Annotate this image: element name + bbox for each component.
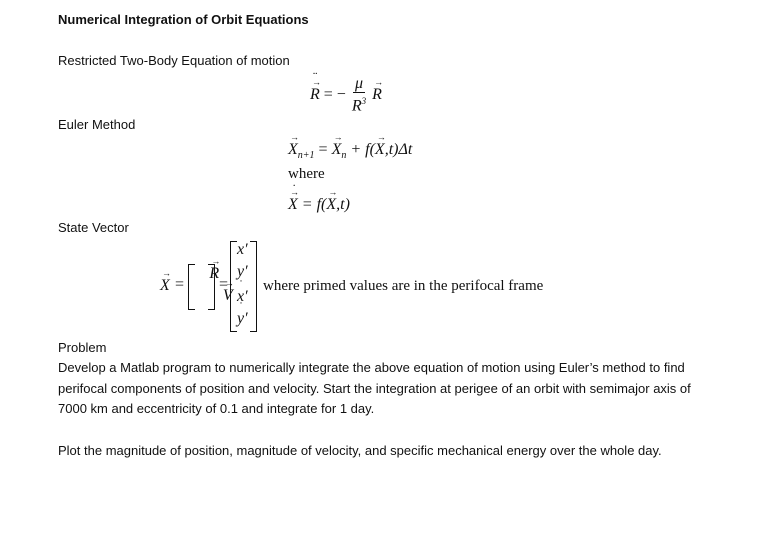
bracket-left (188, 264, 195, 310)
x-dot: → X ˙ (288, 196, 298, 214)
plot-instructions: Plot the magnitude of position, magnitude of velocity, and specific mechanical energy over the whole day. (58, 443, 662, 458)
heading-problem: Problem (58, 340, 107, 355)
r: R (351, 97, 362, 115)
y-prime: y′ (237, 263, 248, 280)
x-vector: → X (288, 141, 298, 159)
fraction (352, 76, 366, 114)
r-ddot: → R ¨ (310, 86, 320, 104)
eq-sign: = (175, 276, 185, 293)
f-close: ,t)Δt (384, 141, 413, 158)
denominator (352, 93, 366, 114)
x-vector: → X (326, 196, 336, 214)
heading-two-body: Restricted Two-Body Equation of motion (58, 53, 290, 68)
equation-derivative (288, 196, 350, 214)
x-dot-prime: x′ ˙ (237, 288, 248, 306)
heading-state: State Vector (58, 220, 129, 235)
v-vector: → V (223, 287, 233, 305)
where-label: where (288, 166, 325, 182)
x-vector: → X (375, 141, 385, 159)
r-vector: → R (372, 86, 382, 104)
bracket-right (208, 264, 215, 310)
eq-f: = f( (297, 196, 327, 213)
equation-two-body (310, 76, 382, 114)
bracket-right (250, 241, 257, 332)
bracket-left (230, 241, 237, 332)
heading-euler: Euler Method (58, 117, 136, 132)
eq-sign: = (219, 276, 229, 293)
y-dot-prime: y′ ˙ (237, 310, 248, 328)
subscript: n+1 (297, 150, 315, 162)
equation-euler (288, 141, 412, 161)
mu: μ (354, 75, 363, 92)
f-close: ,t) (336, 196, 350, 213)
x-vector: → X (332, 141, 342, 159)
x-vector: → X (160, 277, 170, 295)
eq-sign: = − (323, 85, 346, 103)
eq-sign: = (314, 141, 332, 158)
perifocal-note: where primed values are in the perifocal frame (263, 278, 544, 294)
r-vector: → R (209, 265, 219, 283)
exponent: 3 (361, 96, 367, 106)
subscript: n (341, 150, 347, 162)
problem-text: Develop a Matlab program to numerically integrate the above equation of motion using Euler’s method to find perifocal components of position and velocity. Start the integration at perigee of an orbit with semimajor axis of 7000 km and eccentricity of 0.1 and integrate for 1 day. (58, 360, 691, 416)
document-title: Numerical Integration of Orbit Equations (58, 12, 309, 27)
f-open: + f( (346, 141, 375, 158)
x-prime: x′ (237, 241, 248, 258)
